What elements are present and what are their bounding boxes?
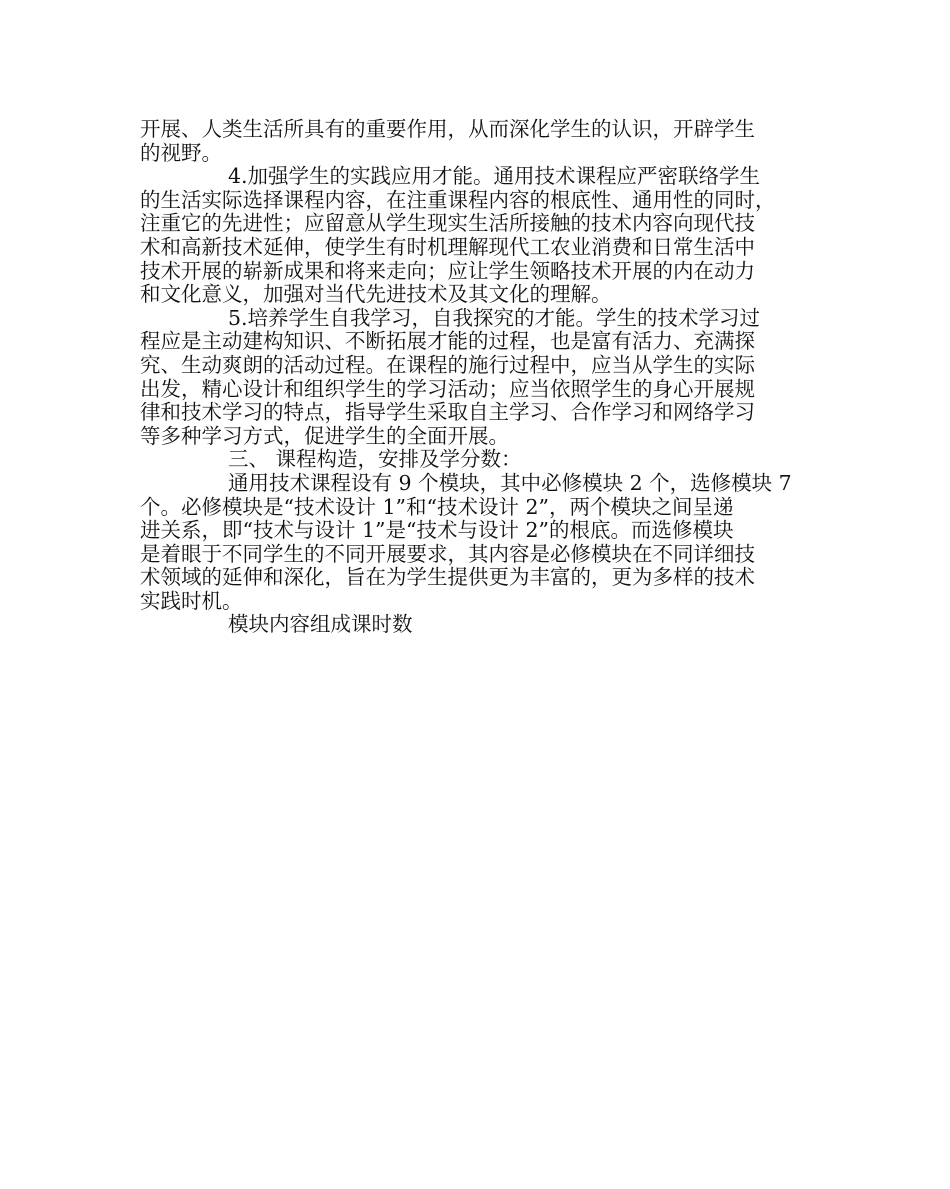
text-line: 注重它的先进性；应留意从学生现实生活所接触的技术内容向现代技 <box>140 211 755 236</box>
section-heading: 三、 课程构造，安排及学分数： <box>228 447 522 472</box>
text-line: 出发，精心设计和组织学生的学习活动；应当依照学生的身心开展规 <box>140 376 755 401</box>
text-line: 是着眼于不同学生的不同开展要求，其内容是必修模块在不同详细技 <box>140 541 755 566</box>
text-line: 术领域的延伸和深化，旨在为学生提供更为丰富的，更为多样的技术 <box>140 565 755 590</box>
text-line: 的视野。 <box>140 140 222 165</box>
text-line: 的生活实际选择课程内容，在注重课程内容的根底性、通用性的同时， <box>140 187 776 212</box>
paragraph-start-line: 4.加强学生的实践应用才能。通用技术课程应严密联络学生 <box>228 164 761 189</box>
text-line: 技术开展的崭新成果和将来走向；应让学生领略技术开展的内在动力 <box>140 258 755 283</box>
text-line: 和文化意义，加强对当代先进技术及其文化的理解。 <box>140 282 612 307</box>
text-line: 程应是主动建构知识、不断拓展才能的过程，也是富有活力、充满探 <box>140 329 755 354</box>
text-line: 等多种学习方式，促进学生的全面开展。 <box>140 423 509 448</box>
text-line: 开展、人类生活所具有的重要作用，从而深化学生的认识，开辟学生 <box>140 117 755 141</box>
text-line: 术和高新技术延伸，使学生有时机理解现代工农业消费和日常生活中 <box>140 234 755 259</box>
text-line: 个。必修模块是“技术设计 1”和“技术设计 2”，两个模块之间呈递 <box>140 494 734 519</box>
document-body <box>140 118 815 637</box>
text-line: 实践时机。 <box>140 588 243 613</box>
table-heading-line: 模块内容组成课时数 <box>228 612 413 637</box>
text-line: 进关系，即“技术与设计 1”是“技术与设计 2”的根底。而选修模块 <box>140 518 734 543</box>
paragraph-start-line: 通用技术课程设有 9 个模块，其中必修模块 2 个，选修模块 7 <box>228 470 792 495</box>
text-line: 究、生动爽朗的活动过程。在课程的施行过程中，应当从学生的实际 <box>140 352 755 377</box>
paragraph-start-line: 5.培养学生自我学习，自我探究的才能。学生的技术学习过 <box>228 305 761 330</box>
text-line: 律和技术学习的特点，指导学生采取自主学习、合作学习和网络学习 <box>140 400 755 425</box>
